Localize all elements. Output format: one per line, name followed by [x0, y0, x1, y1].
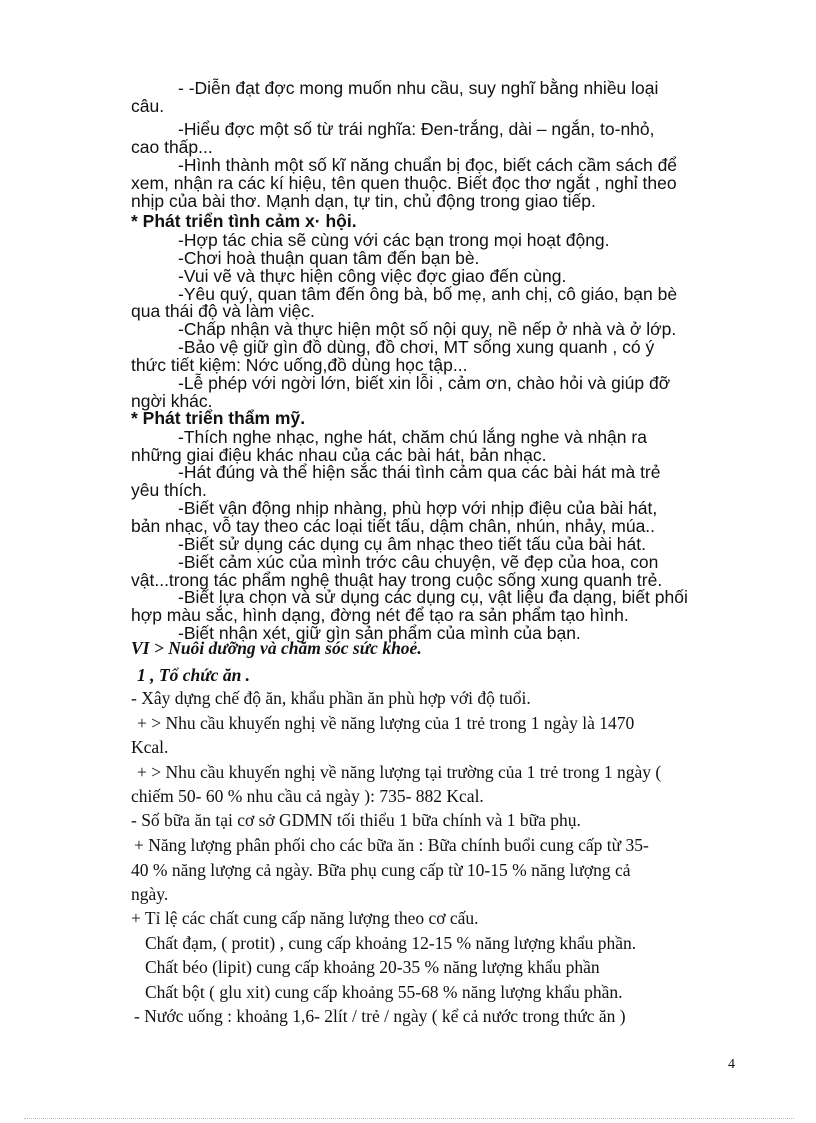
text-line: -Biết lựa chọn và sử dụng các dụng cụ, vật liệu đa dạng, biết phối	[178, 587, 688, 607]
text-line: -Thích nghe nhạc, nghe hát, chăm chú lắng nghe và nhận ra	[178, 427, 647, 447]
text-line: + > Nhu cầu khuyến nghị về năng lượng của 1 trẻ trong 1 ngày là 1470	[137, 713, 635, 733]
text-line: bản nhạc, vỗ tay theo các loại tiết tấu, dậm chân, nhún, nhảy, múa..	[131, 516, 656, 536]
text-line: những giai điệu khác nhau của các bài hát, bản nhạc.	[131, 445, 547, 465]
subsection-heading: 1 , Tổ chức ăn .	[137, 665, 251, 685]
text-line: xem, nhận ra các kí hiệu, tên quen thuộc. Biết đọc thơ ngắt , nghỉ theo	[131, 173, 677, 193]
text-line: vật...trong tác phẩm nghệ thuật hay trong cuộc sống xung quanh trẻ.	[131, 570, 663, 590]
text-line: qua thái độ và làm việc.	[131, 301, 315, 321]
page-bottom-border	[24, 1118, 794, 1119]
text-line: -Biết cảm xúc của mình trớc câu chuyện, vẽ đẹp của hoa, con	[178, 552, 659, 572]
text-line: - Nước uống : khoảng 1,6- 2lít / trẻ / ngày ( kể cả nước trong thức ăn )	[134, 1006, 626, 1026]
text-line: -Vui vẽ và thực hiện công việc đợc giao đến cùng.	[178, 266, 567, 286]
section-heading: * Phát triển tình cảm x· hội.	[131, 211, 357, 231]
text-line: -Chấp nhận và thực hiện một số nội quy, nề nếp ở nhà và ở lớp.	[178, 319, 677, 339]
text-line: yêu thích.	[131, 480, 207, 500]
text-line: -Yêu quý, quan tâm đến ông bà, bố mẹ, anh chị, cô giáo, bạn bè	[178, 284, 678, 304]
text-line: -Hình thành một số kĩ năng chuẩn bị đọc, biết cách cầm sách để	[178, 155, 678, 175]
text-line: hợp màu sắc, hình dạng, đờng nét để tạo ra sản phẩm tạo hình.	[131, 605, 629, 625]
text-line: -Hiểu đợc một số từ trái nghĩa: Đen-trắng, dài – ngắn, to-nhỏ,	[178, 119, 655, 139]
text-line: + Tỉ lệ các chất cung cấp năng lượng theo cơ cấu.	[131, 908, 479, 928]
text-line: -Biết vận động nhịp nhàng, phù hợp với nhịp điệu của bài hát,	[178, 498, 658, 518]
text-line: -Biết nhận xét, giữ gìn sản phẩm của mình của bạn.	[178, 623, 581, 643]
text-line: + Năng lượng phân phối cho các bữa ăn : Bữa chính buổi cung cấp từ 35-	[134, 835, 649, 855]
section-heading: * Phát triển thẩm mỹ.	[131, 408, 306, 428]
text-line: -Bảo vệ giữ gìn đồ dùng, đồ chơi, MT sống xung quanh , có ý	[178, 337, 655, 357]
text-line: - Xây dựng chế độ ăn, khẩu phần ăn phù hợp với độ tuổi.	[131, 688, 531, 708]
text-line: câu.	[131, 96, 165, 116]
page-number: 4	[728, 1057, 735, 1072]
text-line: -Hợp tác chia sẽ cùng với các bạn trong mọi hoạt động.	[178, 230, 610, 250]
text-line: -Chơi hoà thuận quan tâm đến bạn bè.	[178, 248, 480, 268]
text-line: cao thấp...	[131, 137, 213, 157]
text-line: nhịp của bài thơ. Mạnh dạn, tự tin, chủ động trong giao tiếp.	[131, 191, 596, 211]
text-line: - Số bữa ăn tại cơ sở GDMN tối thiểu 1 bữa chính và 1 bữa phụ.	[131, 810, 581, 830]
text-line: Chất bột ( glu xit) cung cấp khoảng 55-68 % năng lượng khẩu phần.	[145, 982, 623, 1002]
text-line: -Lễ phép với ngời lớn, biết xin lỗi , cảm ơn, chào hỏi và giúp đỡ	[178, 373, 671, 393]
text-line: thức tiết kiệm: Nớc uống,đồ dùng học tập...	[131, 355, 468, 375]
text-line: Chất đạm, ( protit) , cung cấp khoảng 12-15 % năng lượng khẩu phần.	[145, 933, 637, 953]
text-line: -Hát đúng và thể hiện sắc thái tình cảm qua các bài hát mà trẻ	[178, 462, 661, 482]
text-line: -Biết sử dụng các dụng cụ âm nhạc theo tiết tấu của bài hát.	[178, 534, 646, 554]
text-line: 40 % năng lượng cả ngày. Bữa phụ cung cấp từ 10-15 % năng lượng cả	[131, 860, 631, 880]
section-heading: VI > Nuôi dưỡng và chăm sóc sức khoẻ.	[131, 638, 422, 658]
text-line: Chất béo (lipit) cung cấp khoảng 20-35 % năng lượng khẩu phần	[145, 957, 600, 977]
text-line: chiếm 50- 60 % nhu cầu cả ngày ): 735- 882 Kcal.	[131, 786, 484, 806]
text-line: ngời khác.	[131, 391, 213, 411]
text-line: + > Nhu cầu khuyến nghị về năng lượng tại trường của 1 trẻ trong 1 ngày (	[137, 762, 662, 782]
text-line: - -Diễn đạt đợc mong muốn nhu cầu, suy nghĩ bằng nhiều loại	[178, 78, 659, 98]
text-line: Kcal.	[131, 737, 169, 757]
text-line: ngày.	[131, 884, 169, 904]
